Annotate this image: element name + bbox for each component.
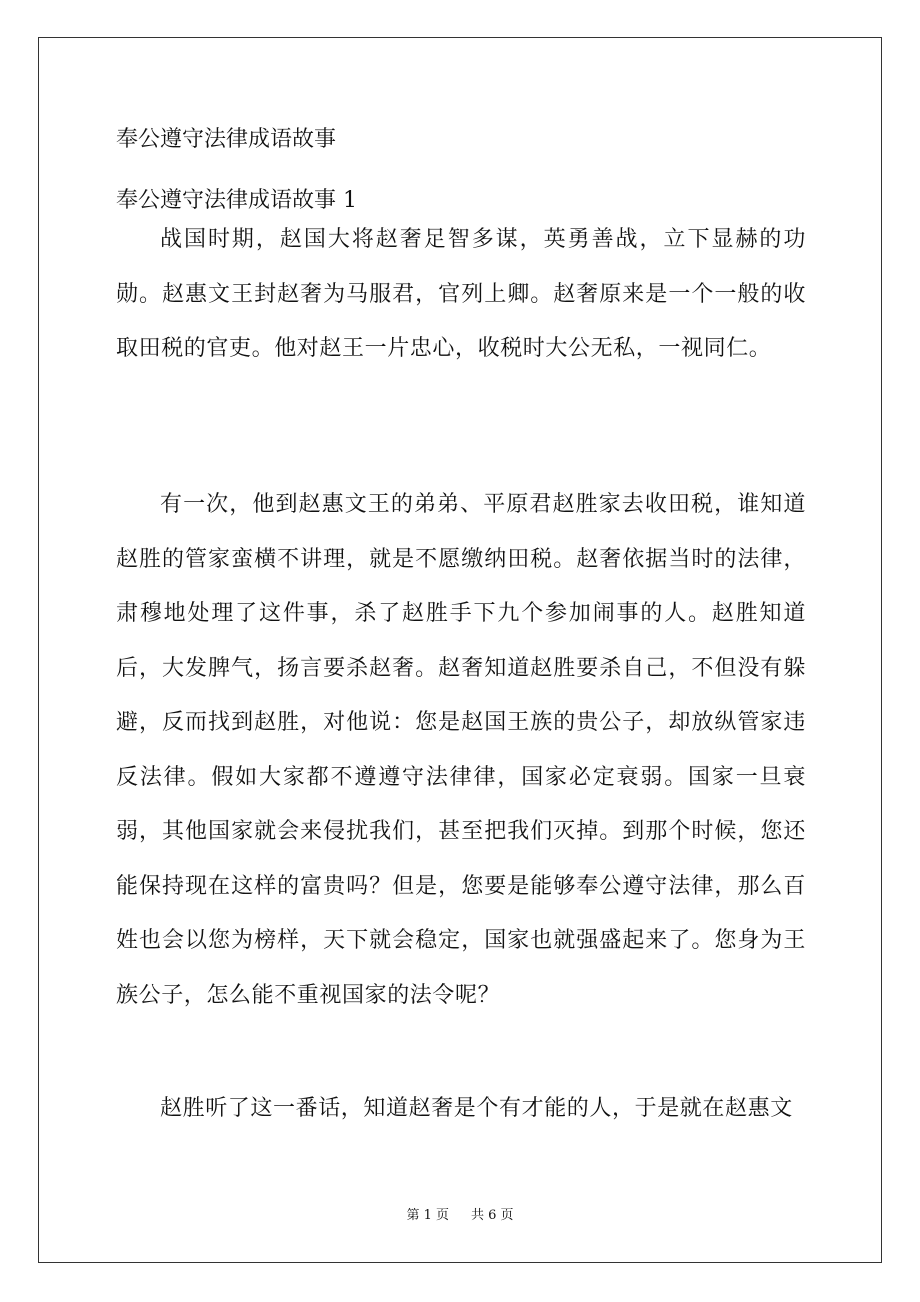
paragraph-2: 有一次，他到赵惠文王的弟弟、平原君赵胜家去收田税，谁知道赵胜的管家蛮横不讲理，就是不愿缴纳田税。赵奢依据当时的法律，肃穆地处理了这件事，杀了赵胜手下九个参加闹事的人。赵胜知道后，大发脾气，扬言要杀赵奢。赵奢知道赵胜要杀自己，不但没有躲避，反而找到赵胜，对他说：您是赵国王族的贵公子，却放纵管家违反法律。假如大家都不遵遵守法律律，国家必定衰弱。国家一旦衰弱，其他国家就会来侵扰我们，甚至把我们灭掉。到那个时候，您还能保持现在这样的富贵吗？但是，您要是能够奉公遵守法律，那么百姓也会以您为榜样，天下就会稳定，国家也就强盛起来了。您身为王族公子，怎么能不重视国家的法令呢？ bbox=[116, 492, 806, 1008]
document-title: 奉公遵守法律成语故事 bbox=[116, 127, 337, 152]
page-footer bbox=[0, 1207, 920, 1225]
page-number: 第 1 页 bbox=[406, 1208, 449, 1223]
paragraph-3: 赵胜听了这一番话，知道赵奢是个有才能的人，于是就在赵惠文 bbox=[160, 1096, 793, 1121]
paragraph-1: 战国时期，赵国大将赵奢足智多谋，英勇善战，立下显赫的功勋。赵惠文王封赵奢为马服君，官列上卿。赵奢原来是一个一般的收取田税的官吏。他对赵王一片忠心，收税时大公无私，一视同仁。 bbox=[116, 227, 806, 361]
document-subtitle: 奉公遵守法律成语故事 1 bbox=[116, 188, 357, 213]
page-total: 共 6 页 bbox=[471, 1208, 514, 1223]
